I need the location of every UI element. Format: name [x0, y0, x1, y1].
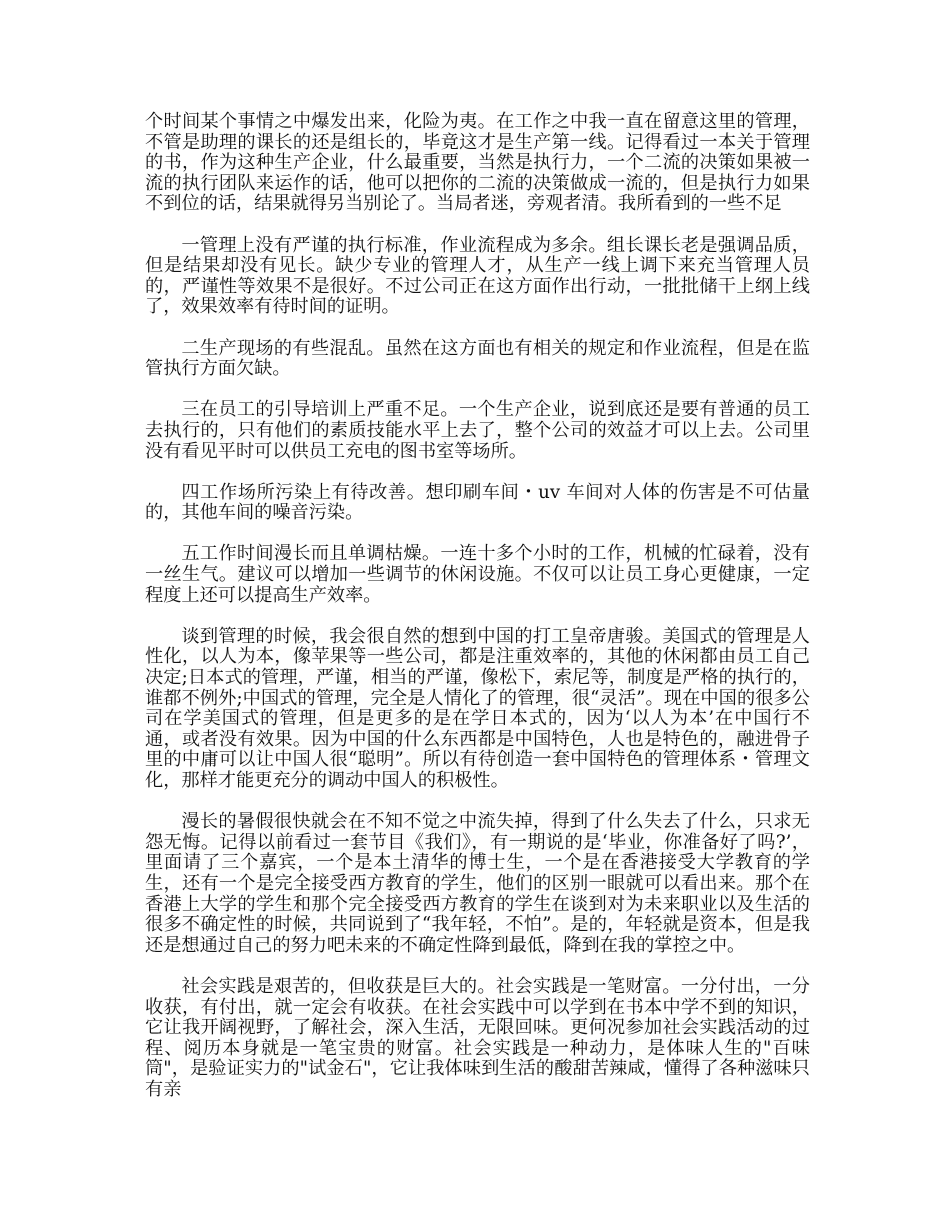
paragraph-point-three: 三在员工的引导培训上严重不足。一个生产企业，说到底还是要有普通的员工去执行的，只有他们的素质技能水平上去了，整个公司的效益才可以上去。公司里没有看见平时可以供员工充电的图书室等场所。: [145, 399, 810, 462]
paragraph-point-five: 五工作时间漫长而且单调枯燥。一连十多个小时的工作，机械的忙碌着，没有一丝生气。建议可以增加一些调节的休闲设施。不仅可以让员工身心更健康，一定程度上还可以提高生产效率。: [145, 543, 810, 606]
paragraph-point-two: 二生产现场的有些混乱。虽然在这方面也有相关的规定和作业流程，但是在监管执行方面欠缺。: [145, 337, 810, 380]
paragraph-point-four: 四工作场所污染上有待改善。想印刷车间・uv 车间对人体的伤害是不可估量的，其他车间的噪音污染。: [145, 481, 810, 524]
paragraph-point-one: 一管理上没有严谨的执行标准，作业流程成为多余。组长课长老是强调品质，但是结果却没有见长。缺少专业的管理人才，从生产一线上调下来充当管理人员的，严谨性等效果不是很好。不过公司正在这方面作出行动，一批批储干上纲上线了，效果效率有待时间的证明。: [145, 234, 810, 318]
document-page: [145, 112, 810, 1121]
paragraph-continuation: 个时间某个事情之中爆发出来，化险为夷。在工作之中我一直在留意这里的管理，不管是助理的课长的还是组长的，毕竟这才是生产第一线。记得看过一本关于管理的书，作为这种生产企业，什么最重要，当然是执行力，一个二流的决策如果被一流的执行团队来运作的话，他可以把你的二流的决策做成一流的，但是执行力如果不到位的话，结果就得另当别论了。当局者迷，旁观者清。我所看到的一些不足: [145, 111, 810, 215]
paragraph-social-practice: 社会实践是艰苦的，但收获是巨大的。社会实践是一笔财富。一分付出，一分收获，有付出，就一定会有收获。在社会实践中可以学到在书本中学不到的知识，它让我开阔视野，了解社会，深入生活，无限回味。更何况参加社会实践活动的过程、阅历本身就是一笔宝贵的财富。社会实践是一种动力，是体味人生的"百味筒"，是验证实力的"试金石"，它让我体味到生活的酸甜苦辣咸，懂得了各种滋味只有亲: [145, 975, 810, 1100]
paragraph-management-styles: 谈到管理的时候，我会很自然的想到中国的打工皇帝唐骏。美国式的管理是人性化，以人为本，像苹果等一些公司，都是注重效率的，其他的休闲都由员工自己决定;日本式的管理，严谨，相当的严谨，像松下，索尼等，制度是严格的执行的，谁都不例外;中国式的管理，完全是人情化了的管理，很“灵活”。现在中国的很多公司在学美国式的管理，但是更多的是在学日本式的，因为‘以人为本’在中国行不通，或者没有效果。因为中国的什么东西都是中国特色，人也是特色的，融进骨子里的中庸可以让中国人很“聪明”。所以有待创造一套中国特色的管理体系・管理文化，那样才能更充分的调动中国人的积极性。: [145, 625, 810, 791]
paragraph-summer-reflection: 漫长的暑假很快就会在不知不觉之中流失掉，得到了什么失去了什么，只求无怨无悔。记得以前看过一套节目《我们》，有一期说的是‘毕业，你准备好了吗?’，里面请了三个嘉宾，一个是本土清华的博士生，一个是在香港接受大学教育的学生，还有一个是完全接受西方教育的学生，他们的区别一眼就可以看出来。那个在香港上大学的学生和那个完全接受西方教育的学生在谈到对为未来职业以及生活的很多不确定性的时候，共同说到了“我年轻，不怕”。是的，年轻就是资本，但是我还是想通过自己的努力吧未来的不确定性降到最低，降到在我的掌控之中。: [145, 811, 810, 956]
